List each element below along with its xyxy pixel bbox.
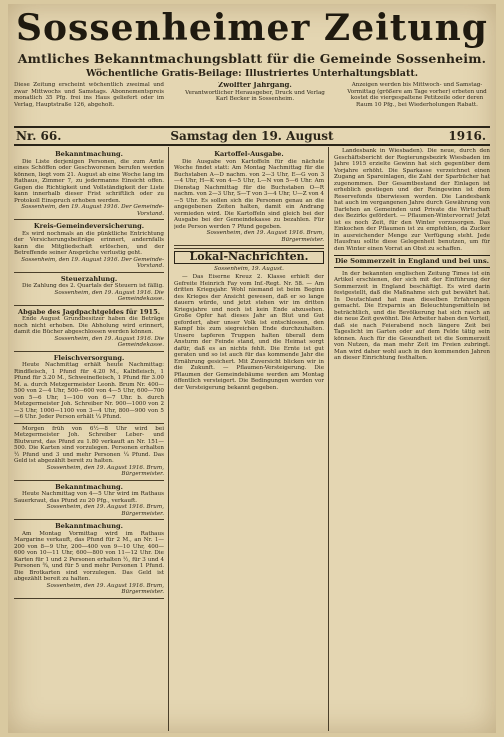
notice-signature: Sossenheim, den 19. August 1916. Die Gemeindekasse. (54, 289, 164, 302)
issue-year: 1916. (448, 129, 486, 143)
notice-heading: Fleischversorgung. (53, 353, 125, 362)
notice-text: Heute Nachmittag erhält heute Nachmittag: Rindfleisch, 1 Pfund für 4.20 M., Kalbfleisch, 1 Pfund für 3.20 M., Schweinefleisch, 1 Pfund für 3.00 M. a. durch Metzgermeister Leonh. Brum Nr. 400—500 von 2—4 Uhr, 500—600 von 4—5 Uhr, 600—700 von 5—6 Uhr, 1—100 von 6—7 Uhr. b. durch Metzgermeister Joh. Schreiber Nr. 900—1000 von 2—3 Uhr, 1000—1100 von 3—4 Uhr, 800—900 von 5—6 Uhr. Jeder Person erhält ¼ Pfund. (14, 362, 164, 420)
notice-text: Die Ausgabe von Kartoffeln für die nächste Woche findet statt: Am Montag Nachmittag für die Buchstaben A—D nachm. von 2—3 Uhr, E—G von 3—4 Uhr, H—K von 4—5 Uhr, L—N von 5—6 Uhr. Am Dienstag Nachmittag für die Buchstaben O—R nachm. von 2—3 Uhr, S—T von 3—4 Uhr, U—Z von 4—5 Uhr. Es sollen sich die Personen genau an die angegebenen Zeiten halten, damit ein Andrang vermieden wird. Die Kartoffeln sind gleich bei der Ausgabe bei der Gemeindekasse zu bezahlen. Für jede Person werden 7 Pfund gegeben. (174, 158, 324, 230)
notice-signature: Sossenheim, den 19. August 1916. Brum, Bürgermeister. (206, 230, 324, 243)
divider (14, 305, 164, 306)
local-news-text: — Das Eiserne Kreuz 2. Klasse erhielt der Gefreite Heinrich Fay vom Inf.-Regt. Nr. 58. — Am dritten Kriegsjahr. Wohl niemand ist beim Beginn des Krieges der Ansicht gewesen, daß er so lange dauern würde, und jetzt stehen wir im dritten Kriegsjahre und noch ist kein Ende abzusehen. Große Opfer hat dieses Jahr an Blut und Gut gefordert, aber unser Volk ist entschlossen, den Kampf bis zum siegreichen Ende durchzuhalten. Unsere tapferen Truppen halten überall dem Ansturm der Feinde stand, und die Heimat sorgt dafür, daß es an nichts fehlt. Die Ernte ist gut geraten und so ist auch für das kommende Jahr die Ernährung gesichert. Mit Zuversicht blicken wir in die Zukunft. — Pflaumen-Versteigerung. Die Pflaumen der Gemeindebäume werden am Montag öffentlich versteigert. Die Bedingungen werden vor der Versteigerung bekannt gegeben. (174, 274, 324, 391)
issue-bar (14, 126, 490, 146)
subscription-info: Diese Zeitung erscheint wöchentlich zweimal und zwar Mittwochs und Samstags. Abonnementspreis monatlich 35 Pfg. frei ins Haus geliefert oder im Verlag, Hauptstraße 126, abgeholt. (14, 82, 164, 108)
divider (174, 248, 324, 249)
notice-heading: Abgabe des Jagdpachtgeldes für 1915. (17, 307, 161, 316)
notice-signature: Sossenheim, den 19. August 1916. Der Gemeinde-Vorstand. (21, 256, 164, 269)
bank-report-text: Landesbank in Wiesbaden). Die neue, durch den Geschäftsbericht der Regierungsbezirk Wiesbaden im Jahre 1915 erzielte Gewinn hat sich gegenüber dem Vorjahre erhöht. Die Sparkasse verzeichnet einen Zugang an Spareinlagen, die Zahl der Sparbücher hat zugenommen. Der Gesamtbestand der Einlagen ist erheblich gestiegen und der Reingewinn ist dem Reservefonds überwiesen worden. Die Landesbank hat auch im vergangenen Jahre durch Gewährung von Darlehen an Gemeinden und Private die Wirtschaft des Bezirks gefördert. — Pflaumen-Wintervorrat! Jetzt ist es noch Zeit, für den Winter vorzusorgen. Das Einkochen der Pflaumen ist zu empfehlen, da Zucker in ausreichender Menge zur Verfügung steht. Jede Hausfrau sollte diese Gelegenheit benutzen, um für den Winter einen Vorrat an Obst zu schaffen. (334, 148, 490, 252)
notice-heading: Bekanntmachung. (55, 522, 123, 530)
column-rule (168, 147, 169, 731)
divider (14, 219, 164, 220)
divider (14, 272, 164, 273)
column-right (334, 148, 490, 733)
newspaper-subtitle: Amtliches Bekanntmachungsblatt für die Gemeinde Sossenheim. (17, 51, 487, 66)
notice-signature: Sossenheim, den 19. August 1916. Der Gemeinde-Vorstand. (21, 204, 164, 217)
notice-heading: Steuerzahlung. (60, 274, 118, 283)
masthead (14, 6, 490, 50)
notice-text: Morgen früh von 6½—8 Uhr wird bei Metzgermeister Joh. Schreiber Leber- und Blutwurst, das Pfund zu 1.80 verkauft an Nr. 151—500. Die Karten sind vorzulegen. Personen erhalten ½ Pfund und 3 und mehr Personen ¼ Pfund. Das Geld ist abgezählt bereit zu halten. (14, 425, 164, 464)
supplement-line: Wöchentliche Gratis-Beilage: Illustriertes Unterhaltungsblatt. (85, 68, 419, 79)
info-bar (14, 82, 490, 122)
column-rule (328, 147, 329, 731)
notice-text: Heute Nachmittag von 4—5 Uhr wird im Rathaus Sauerkraut, das Pfund zu 20 Pfg., verkauft. (14, 491, 164, 504)
divider (14, 519, 164, 520)
divider (14, 351, 164, 352)
notice-signature: Sossenheim, den 19. August 1916. Brum, Bürgermeister. (46, 504, 164, 517)
advertising-info: Anzeigen werden bis Mittwoch- und Samstag-Vormittag (größere am Tage vorher) erbeten und kostet die viergespaltene Petitzeile oder deren Raum 10 Pfg., bei Wiederholungen Rabatt. (347, 82, 487, 108)
divider (14, 480, 164, 481)
notice-heading: Bekanntmachung. (55, 150, 123, 158)
divider (14, 598, 164, 599)
notice-signature: Sossenheim, den 19. August 1916. Die Gemeindekasse. (54, 335, 164, 348)
local-news-heading: Lokal-Nachrichten. (174, 251, 324, 264)
summertime-heading: Die Sommerzeit in England und bei uns. (334, 255, 490, 268)
notice-text: Es wird nochmals an die pünktliche Entrichtung der Versicherungsbeiträge erinnert, andernfalls kann die Mitgliedschaft erlöschen, und der Betreffende seiner Ansprüche verlustig geht. (14, 230, 164, 256)
notice-signature: Sossenheim, den 19. August 1916. Brum, Bürgermeister. (46, 582, 164, 595)
publisher-text: Verantwortlicher Herausgeber, Druck und Verlag Karl Becker in Sossenheim. (185, 89, 325, 102)
notice-heading: Kartoffel-Ausgabe. (214, 150, 284, 158)
column-announcements (14, 148, 164, 733)
notice-text: Die Liste derjenigen Personen, die zum Amte eines Schöffen oder Geschworenen berufen werden können, liegt vom 21. August ab eine Woche lang im Rathaus, Zimmer 7, zu jedermanns Einsicht offen. Gegen die Richtigkeit und Vollständigkeit der Liste kann innerhalb dieser Frist schriftlich oder zu Protokoll Einspruch erhoben werden. (14, 158, 164, 204)
notice-text: Ende August Grundbesitzer haben die Beträge noch nicht erhoben. Die Abholung wird erinnert, damit die Bücher abgeschlossen werden können. (14, 316, 164, 335)
newspaper-page (8, 4, 496, 733)
potato-notice (174, 151, 324, 246)
divider (174, 245, 324, 246)
divider (14, 423, 164, 424)
volume-year: Zwölfter Jahrgang. (218, 82, 292, 89)
notice-heading: Bekanntmachung. (55, 482, 123, 491)
issue-date: Samstag den 19. August (170, 129, 334, 143)
newspaper-title: Sossenheimer Zeitung (16, 7, 488, 49)
notice-signature: Sossenheim, den 19. August 1916. Brum, Bürgermeister. (46, 464, 164, 477)
issue-number: Nr. 66. (16, 129, 62, 143)
local-news-dateline: Sossenheim, 19. August. (214, 265, 284, 272)
notice-heading: Kreis-Gemeindeversicherung. (33, 222, 145, 230)
notice-text: Am Montag Vormittag wird im Rathaus Margarine verkauft, das Pfund für 2 M., an Nr. 1—200 von 8—9 Uhr, 200—400 von 9—10 Uhr, 400—600 von 10—11 Uhr, 600—800 von 11—12 Uhr. Die Karten für 1 und 2 Personen erhalten ½, für 3 und 4 Personen ¾, und für 5 und mehr Personen 1 Pfund. Die Brotkarten sind vorzulegen. Das Geld ist abgezählt bereit zu halten. (14, 530, 164, 582)
notice-text: Die Zahlung des 2. Quartals der Steuern ist fällig. (22, 283, 164, 289)
summertime-text: In der bekannten englischen Zeitung Times ist ein Artikel erschienen, der sich mit der Einführung der Sommerzeit in England beschäftigt. Es wird darin festgestellt, daß die Maßnahme sich gut bewährt hat. In Deutschland hat man dieselben Erfahrungen gemacht. Die Ersparnis an Beleuchtungsmitteln ist beträchtlich, und die Bevölkerung hat sich rasch an die neue Zeit gewöhnt. Die Arbeiter haben den Vorteil, daß sie nach Feierabend noch längere Zeit bei Tageslicht im Garten oder auf dem Felde tätig sein können. Auch für die Gesundheit ist die Sommerzeit von Nutzen, da man mehr Zeit im Freien zubringt. Man wird daher wohl auch in den kommenden Jahren an dieser Einrichtung festhalten. (334, 270, 490, 361)
column-middle (174, 148, 324, 733)
